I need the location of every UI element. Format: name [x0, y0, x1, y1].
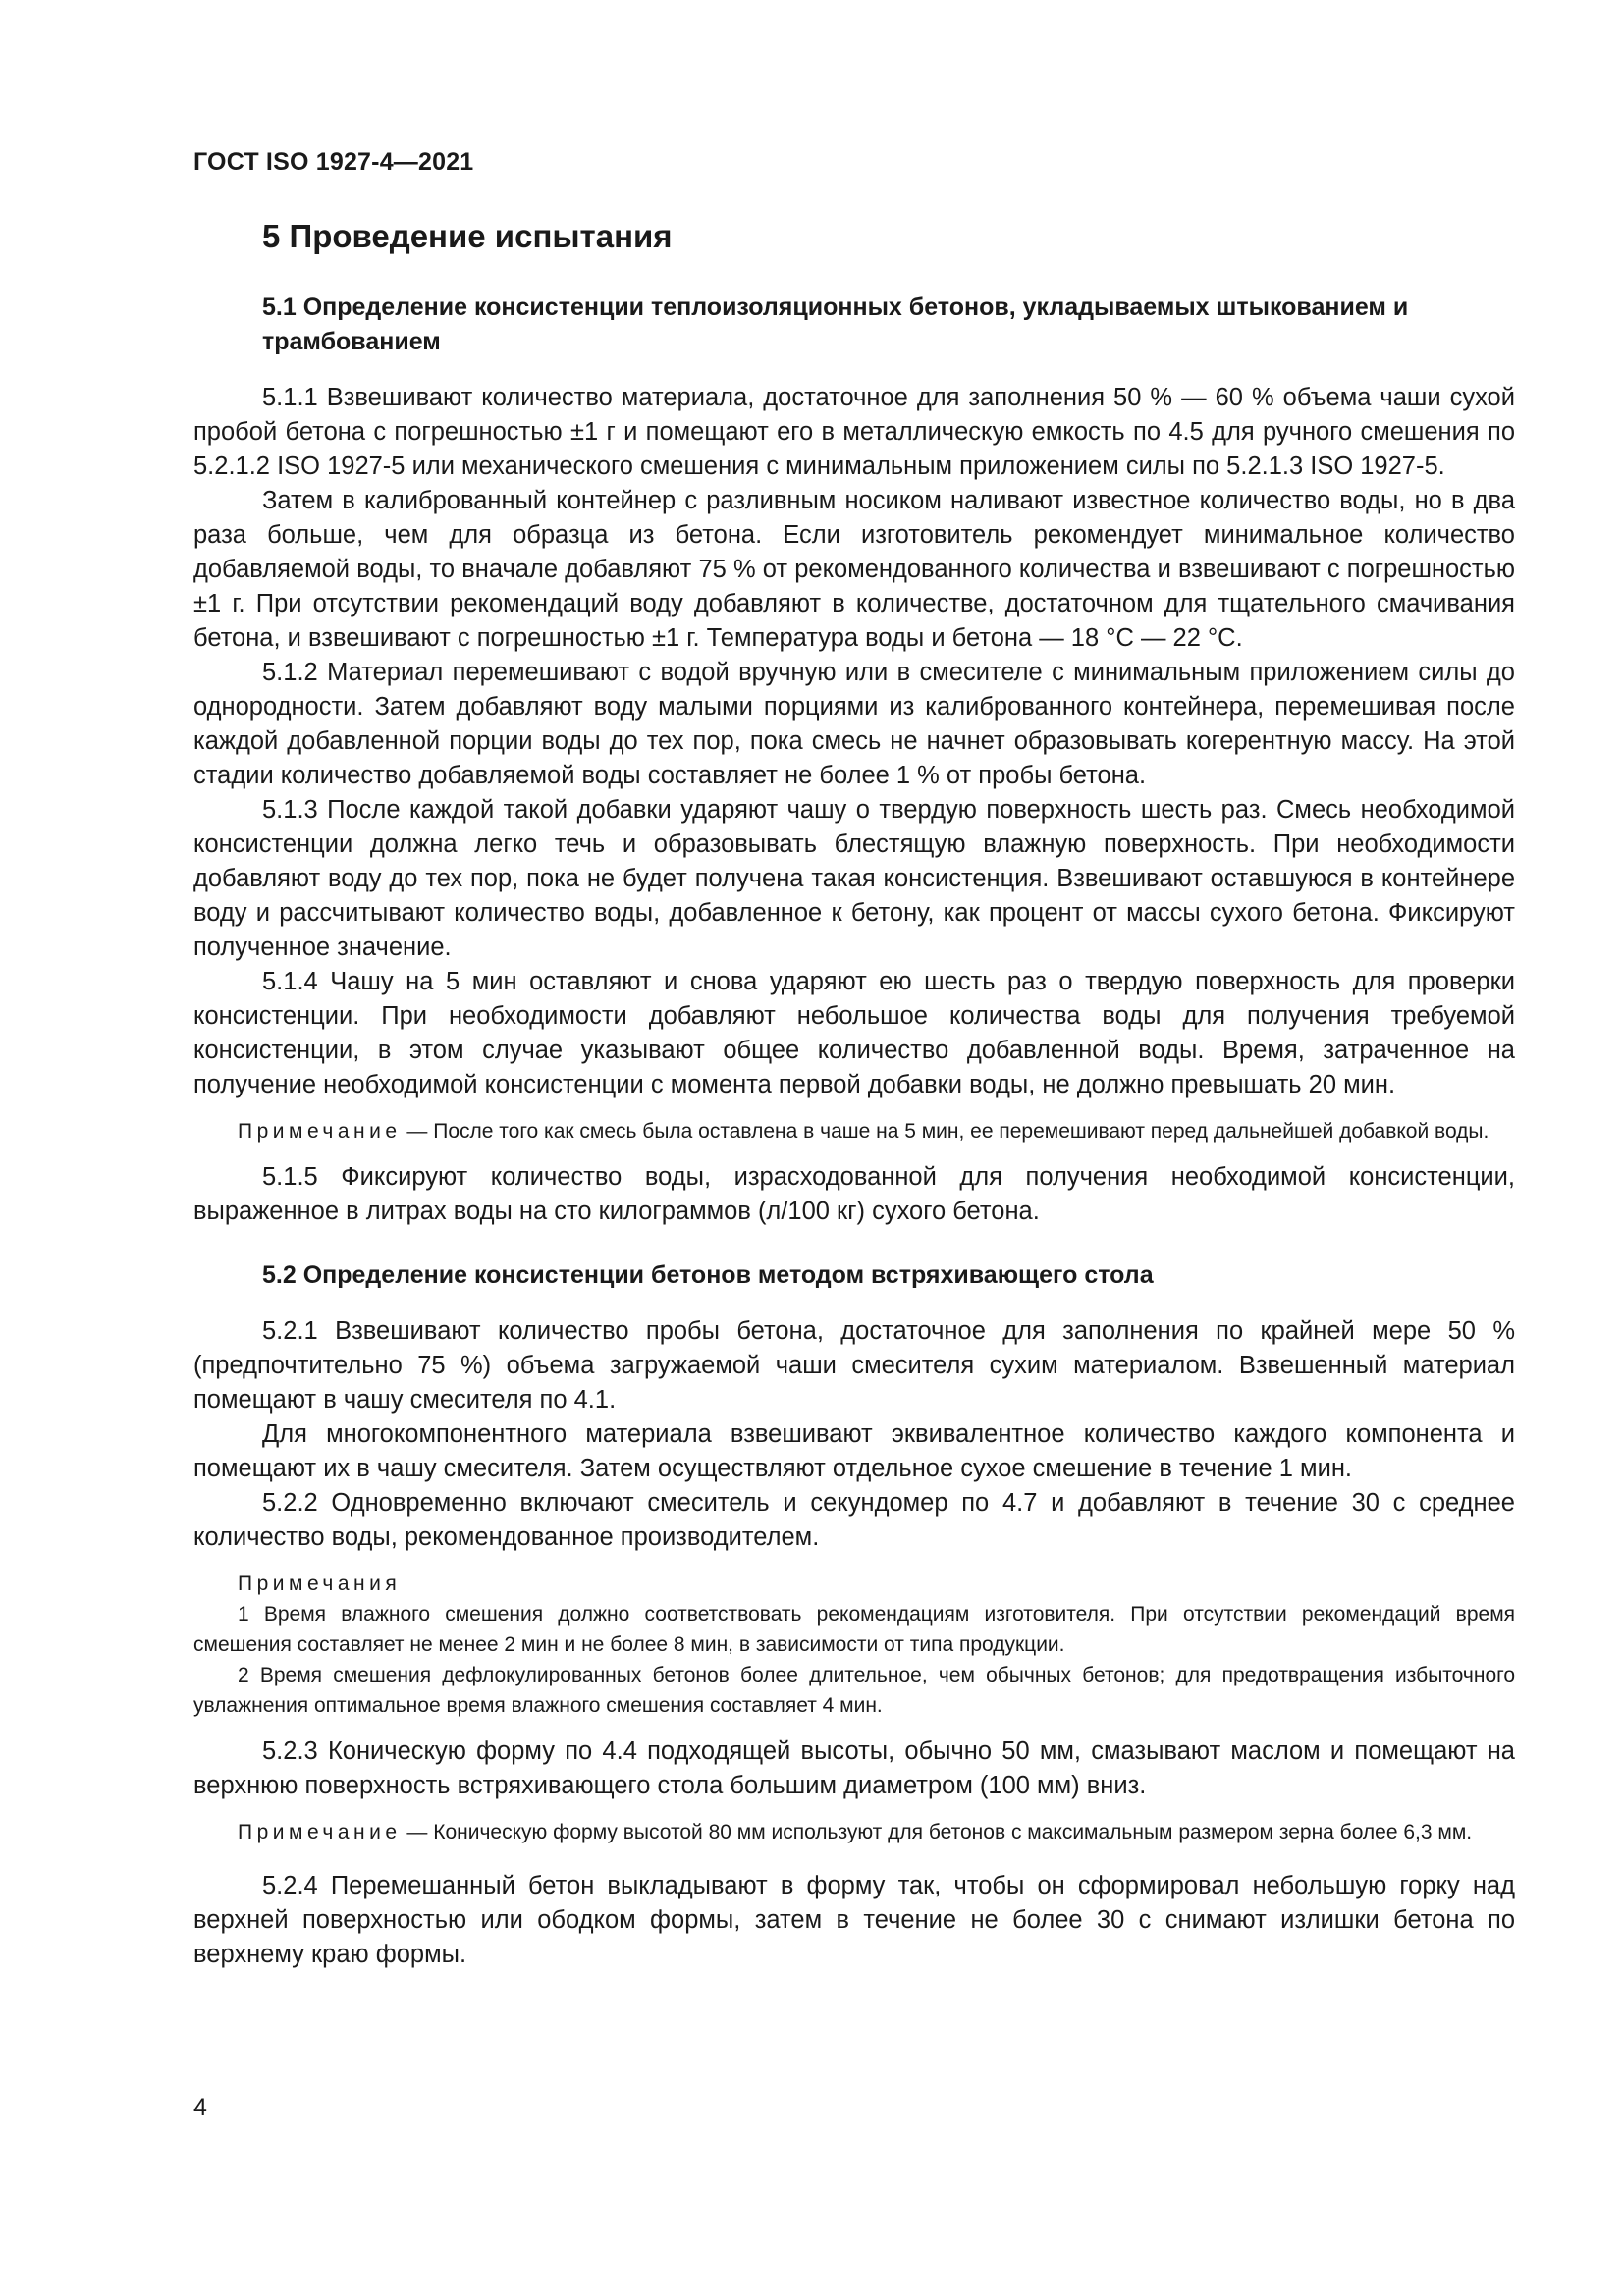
- note-label: Примечание: [238, 1821, 402, 1843]
- paragraph-5-1-1-cont: Затем в калиброванный контейнер с разливным носиком наливают известное количество воды, но в два раза больше, чем для образца из бетона. Если изготовитель рекомендует минимальное количество добавляемой воды, то вначале добавляют 75 % от рекомендованного количества и взвешивают с погрешностью ±1 г. При отсутствии рекомендаций воду добавляют в количестве, достаточном для тщательного смачивания бетона, и взвешивают с погрешностью ±1 г. Температура воды и бетона — 18 °С — 22 °С.: [193, 487, 1515, 652]
- note-5-2-3: [193, 1817, 1515, 1847]
- paragraph-5-2-2: 5.2.2 Одновременно включают смеситель и секундомер по 4.7 и добавляют в течение 30 с среднее количество воды, рекомендованное производителем.: [193, 1489, 1515, 1551]
- paragraph-5-1-4: 5.1.4 Чашу на 5 мин оставляют и снова ударяют ею шесть раз о твердую поверхность для проверки консистенции. При необходимости добавляют небольшое количества воды для получения требуемой консистенции, в этом случае указывают общее количество добавленной воды. Время, затраченное на получение необходимой консистенции с момента первой добавки воды, не должно превышать 20 мин.: [193, 968, 1515, 1098]
- document-header: ГОСТ ISO 1927-4—2021: [193, 148, 474, 176]
- notes-label: Примечания: [238, 1573, 402, 1595]
- note-text: — Коническую форму высотой 80 мм используют для бетонов с максимальным размером зерна более 6,3 мм.: [401, 1821, 1473, 1843]
- note-5-1-4: [193, 1116, 1515, 1147]
- paragraph-5-1-1: 5.1.1 Взвешивают количество материала, достаточное для заполнения 50 % — 60 % объема чаши сухой пробой бетона с погрешностью ±1 г и помещают его в металлическую емкость по 4.5 для ручного смешения по 5.2.1.2 ISO 1927-5 или механического смешения с минимальным приложением силы по 5.2.1.3 ISO 1927-5.: [193, 384, 1515, 480]
- paragraph-5-1-2: 5.1.2 Материал перемешивают с водой вручную или в смесителе с минимальным приложением силы до однородности. Затем добавляют воду малыми порциями из калиброванного контейнера, перемешивая после каждой добавленной порции воды до тех пор, пока смесь не начнет образовывать когерентную массу. На этой стадии количество добавляемой воды составляет не более 1 % от пробы бетона.: [193, 659, 1515, 789]
- subsection-title-5-1: 5.1 Определение консистенции теплоизоляционных бетонов, укладываемых штыкованием и трамбованием: [262, 294, 1409, 355]
- note-label: Примечание: [238, 1120, 402, 1143]
- paragraph-5-1-5: 5.1.5 Фиксируют количество воды, израсходованной для получения необходимой консистенции, выраженное в литрах воды на сто килограммов (л/100 кг) сухого бетона.: [193, 1163, 1515, 1225]
- subsection-title-5-2: 5.2 Определение консистенции бетонов методом встряхивающего стола: [262, 1261, 1154, 1289]
- note-text: — После того как смесь была оставлена в чаше на 5 мин, ее перемешивают перед дальнейшей добавкой воды.: [401, 1120, 1489, 1143]
- note-1: 1 Время влажного смешения должно соответствовать рекомендациям изготовителя. При отсутствии рекомендаций время смешения составляет не менее 2 мин и не более 8 мин, в зависимости от типа продукции.: [193, 1603, 1515, 1656]
- paragraph-5-2-1: 5.2.1 Взвешивают количество пробы бетона, достаточное для заполнения по крайней мере 50 % (предпочтительно 75 %) объема загружаемой чаши смесителя сухим материалом. Взвешенный материал помещают в чашу смесителя по 4.1.: [193, 1317, 1515, 1414]
- page-number: 4: [193, 2094, 207, 2121]
- paragraph-5-2-1-cont: Для многокомпонентного материала взвешивают эквивалентное количество каждого компонента и помещают их в чашу смесителя. Затем осуществляют отдельное сухое смешение в течение 1 мин.: [193, 1420, 1515, 1482]
- page-content: [193, 218, 1515, 1972]
- section-title: 5 Проведение испытания: [262, 218, 673, 254]
- paragraph-5-2-3: 5.2.3 Коническую форму по 4.4 подходящей высоты, обычно 50 мм, смазывают маслом и помещают на верхнюю поверхность встряхивающего стола большим диаметром (100 мм) вниз.: [193, 1737, 1515, 1799]
- paragraph-5-1-3: 5.1.3 После каждой такой добавки ударяют чашу о твердую поверхность шесть раз. Смесь необходимой консистенции должна легко течь и образовывать блестящую влажную поверхность. При необходимости добавляют воду до тех пор, пока не будет получена такая консистенция. Взвешивают оставшуюся в контейнере воду и рассчитывают количество воды, добавленное к бетону, как процент от массы сухого бетона. Фиксируют полученное значение.: [193, 796, 1515, 961]
- paragraph-5-2-4: 5.2.4 Перемешанный бетон выкладывают в форму так, чтобы он сформировал небольшую горку над верхней поверхностью или ободком формы, затем в течение не более 30 с снимают излишки бетона по верхнему краю формы.: [193, 1872, 1515, 1968]
- note-2: 2 Время смешения дефлокулированных бетонов более длительное, чем обычных бетонов; для предотвращения избыточного увлажнения оптимальное время влажного смешения составляет 4 мин.: [193, 1664, 1515, 1717]
